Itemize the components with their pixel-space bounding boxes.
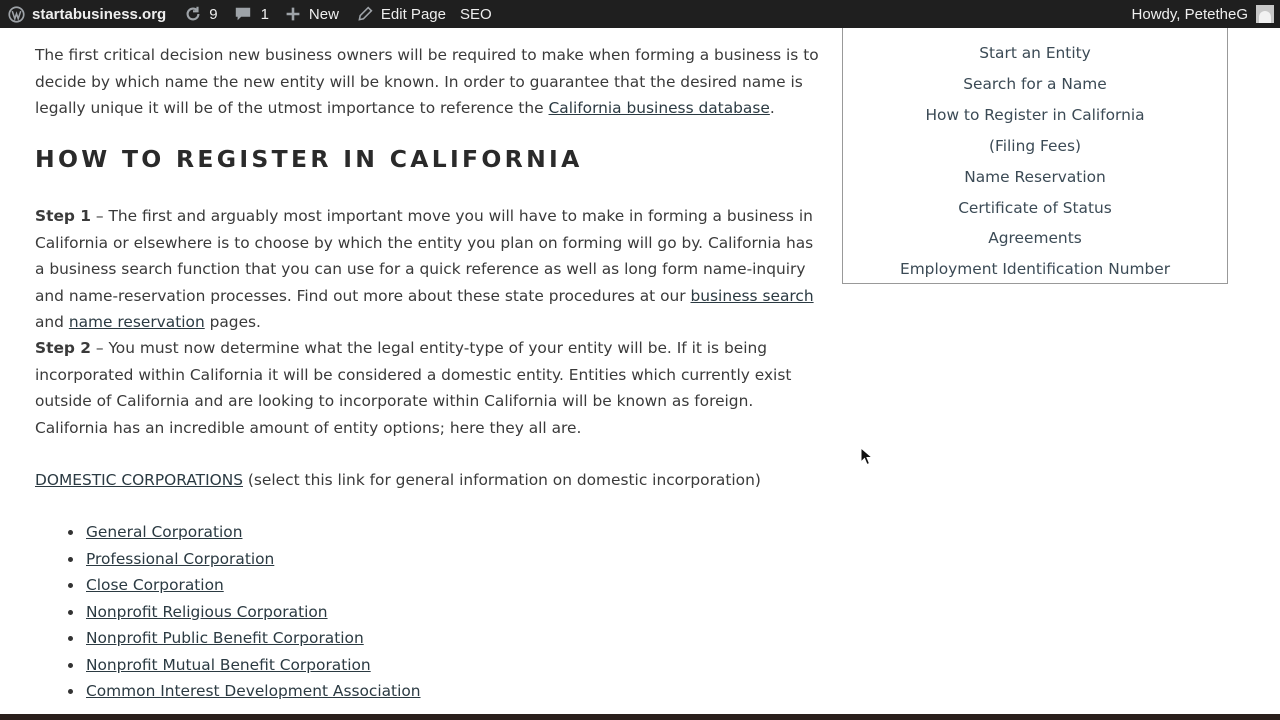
sidebar-link[interactable]: Search for a Name (963, 74, 1107, 93)
sidebar-link[interactable]: Start an Entity (979, 44, 1091, 62)
step1-paragraph (35, 203, 825, 336)
seo-menu[interactable] (460, 0, 492, 28)
california-business-database-link[interactable]: California business database (548, 99, 770, 117)
new-label: New (308, 5, 339, 23)
new-content-menu[interactable] (285, 0, 339, 28)
account-menu[interactable] (1132, 0, 1280, 28)
comments-count: 1 (260, 5, 269, 23)
sidebar-link[interactable]: Name Reservation (964, 167, 1106, 186)
list-item (86, 546, 421, 573)
section-heading: HOW TO REGISTER IN CALIFORNIA (35, 145, 583, 173)
comment-icon (234, 5, 252, 23)
step1-text-and: and (35, 313, 69, 331)
name-reservation-link[interactable]: name reservation (68, 313, 205, 331)
step1-text-end: pages. (204, 313, 261, 331)
refresh-icon (184, 5, 202, 23)
list-item (86, 519, 421, 546)
domestic-corporations-paragraph (35, 467, 825, 494)
sidebar-item-search-name (843, 69, 1227, 100)
close-corporation-link[interactable]: Close Corporation (86, 576, 224, 594)
sidebar-item-ein (843, 254, 1227, 285)
domestic-corporations-link[interactable]: DOMESTIC CORPORATIONS (35, 471, 244, 489)
general-corporation-link[interactable]: General Corporation (86, 523, 243, 541)
sidebar-item-start-entity (843, 38, 1227, 69)
site-name-menu[interactable] (6, 0, 166, 28)
step2-label: Step 2 (35, 339, 91, 357)
step1-label: Step 1 (35, 207, 91, 225)
sidebar-nav-list (843, 38, 1227, 285)
edit-page-link[interactable] (357, 0, 446, 28)
list-item (86, 652, 421, 679)
sidebar-item-certificate-status (843, 193, 1227, 224)
edit-page-label: Edit Page (380, 5, 446, 23)
wordpress-icon (6, 6, 26, 23)
seo-label: SEO (459, 5, 492, 23)
step2-paragraph (35, 335, 825, 441)
comments-menu[interactable] (234, 0, 269, 28)
sidebar-nav-box (842, 28, 1228, 284)
professional-corporation-link[interactable]: Professional Corporation (86, 549, 275, 568)
howdy-label: Howdy, PetetheG (1131, 5, 1248, 23)
admin-bar (0, 0, 1280, 28)
step2-text: – You must now determine what the legal entity-type of your entity will be. If it is being incorporated within California it will be considered a domestic entity. Entities which currently exist outside of California and are looking to incorporate within California will be known as foreign. California has an incredible amount of entity options; here they all are. (35, 339, 792, 437)
sidebar-item-name-reservation (843, 162, 1227, 193)
updates-menu[interactable] (184, 0, 217, 28)
common-interest-development-association-link[interactable]: Common Interest Development Association (86, 682, 421, 700)
corporation-types-list (35, 519, 421, 705)
list-item (86, 572, 421, 599)
updates-count: 9 (209, 5, 218, 23)
bottom-border (0, 714, 1280, 720)
mouse-pointer-icon (860, 447, 874, 471)
pencil-icon (357, 6, 373, 22)
step1-text: – The first and arguably most important move you will have to make in forming a business in California or elsewhere is to choose by which the entity you plan on forming will go by. California has a business search function that you can use for a quick reference as well as long form name-inquiry and name-reservation processes. Find out more about these state procedures at our (35, 207, 814, 305)
site-name-label: startabusiness.org (32, 5, 167, 23)
list-item (86, 599, 421, 626)
sidebar-item-agreements (843, 223, 1227, 254)
nonprofit-mutual-benefit-corporation-link[interactable]: Nonprofit Mutual Benefit Corporation (86, 655, 371, 674)
sidebar-link[interactable]: How to Register in California (925, 105, 1145, 124)
sidebar-link[interactable]: (Filing Fees) (989, 136, 1081, 155)
intro-text-end: . (769, 99, 775, 117)
list-item (86, 625, 421, 652)
intro-text: The first critical decision new business owners will be required to make when forming a business is to decide by which name the new entity will be known. In order to guarantee that the desired name is legally unique it will be of the utmost importance to reference the (35, 46, 819, 117)
plus-icon (285, 6, 301, 22)
sidebar-item-register (843, 100, 1227, 131)
domestic-text: (select this link for general information on domestic incorporation) (243, 471, 761, 489)
intro-paragraph (35, 42, 825, 122)
nonprofit-religious-corporation-link[interactable]: Nonprofit Religious Corporation (86, 602, 328, 621)
business-search-link[interactable]: business search (690, 286, 814, 305)
list-item (86, 678, 421, 705)
sidebar-item-filing-fees (843, 131, 1227, 162)
avatar (1256, 5, 1274, 23)
nonprofit-public-benefit-corporation-link[interactable]: Nonprofit Public Benefit Corporation (86, 629, 364, 647)
sidebar-link[interactable]: Agreements (988, 229, 1082, 248)
sidebar-link[interactable]: Employment Identification Number (899, 260, 1171, 279)
sidebar-link[interactable]: Certificate of Status (958, 198, 1112, 217)
